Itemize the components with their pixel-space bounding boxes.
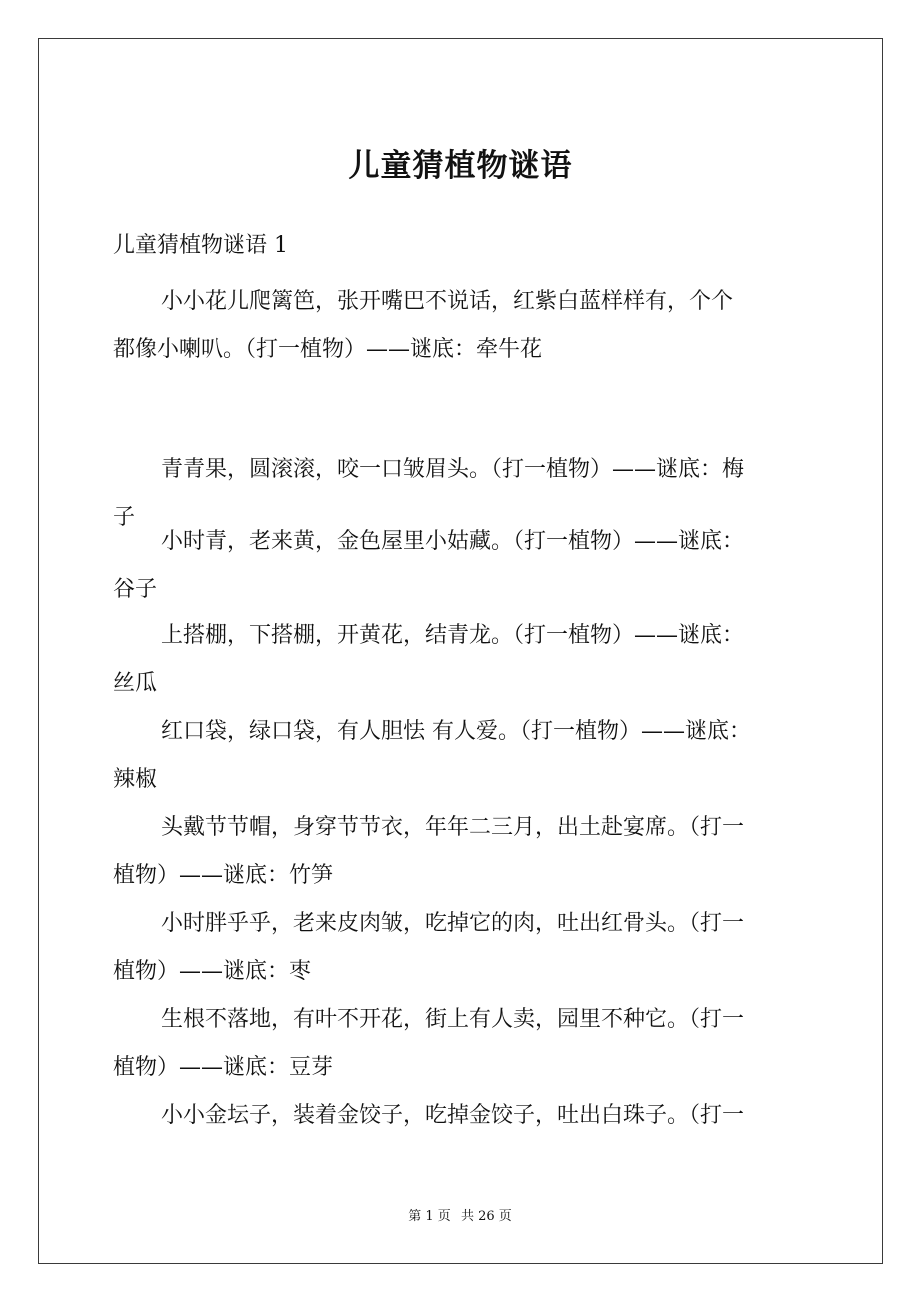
riddle-line: 子 <box>113 505 136 530</box>
riddle-line: 谷子 <box>113 577 158 602</box>
riddle-line: 生根不落地，有叶不开花，街上有人卖，园里不种它。（打一 <box>161 1007 745 1032</box>
riddle-paragraph <box>113 996 813 1092</box>
riddle-line: 丝瓜 <box>113 671 158 696</box>
riddle-line: 小小金坛子，装着金饺子，吃掉金饺子，吐出白珠子。（打一 <box>161 1103 745 1128</box>
riddle-paragraph <box>113 612 813 708</box>
riddle-line: 小小花儿爬篱笆，张开嘴巴不说话，红紫白蓝样样有，个个 <box>161 289 734 314</box>
riddle-line: 头戴节节帽，身穿节节衣，年年二三月，出土赴宴席。（打一 <box>161 815 745 840</box>
section-heading: 儿童猜植物谜语 1 <box>113 233 288 258</box>
riddle-line: 小时青，老来黄，金色屋里小姑藏。（打一植物）——谜底： <box>161 529 745 554</box>
riddle-line: 上搭棚，下搭棚，开黄花，结青龙。（打一植物）——谜底： <box>161 623 745 648</box>
riddle-line: 植物）——谜底：竹笋 <box>113 863 334 888</box>
page-total: 共 26 页 <box>460 1209 512 1224</box>
riddle-line: 红口袋，绿口袋，有人胆怯 有人爱。（打一植物）——谜底： <box>161 719 751 744</box>
riddle-paragraph <box>113 708 813 804</box>
riddle-paragraph <box>113 278 813 374</box>
riddle-line: 植物）——谜底：豆芽 <box>113 1055 334 1080</box>
page-footer <box>0 1205 920 1224</box>
riddle-paragraph <box>113 1092 813 1140</box>
document-title: 儿童猜植物谜语 <box>348 148 573 184</box>
riddle-line: 辣椒 <box>113 767 158 792</box>
riddle-line: 青青果，圆滚滚，咬一口皱眉头。（打一植物）——谜底：梅 <box>161 457 745 482</box>
riddle-paragraph <box>113 900 813 996</box>
page-number: 第 1 页 <box>408 1209 451 1224</box>
riddle-line: 小时胖乎乎，老来皮肉皱，吃掉它的肉，吐出红骨头。（打一 <box>161 911 745 936</box>
riddle-paragraph <box>113 804 813 900</box>
riddle-line: 植物）——谜底：枣 <box>113 959 312 984</box>
riddle-line: 都像小喇叭。（打一植物）——谜底：牵牛花 <box>113 337 543 362</box>
riddle-paragraph <box>113 518 813 614</box>
